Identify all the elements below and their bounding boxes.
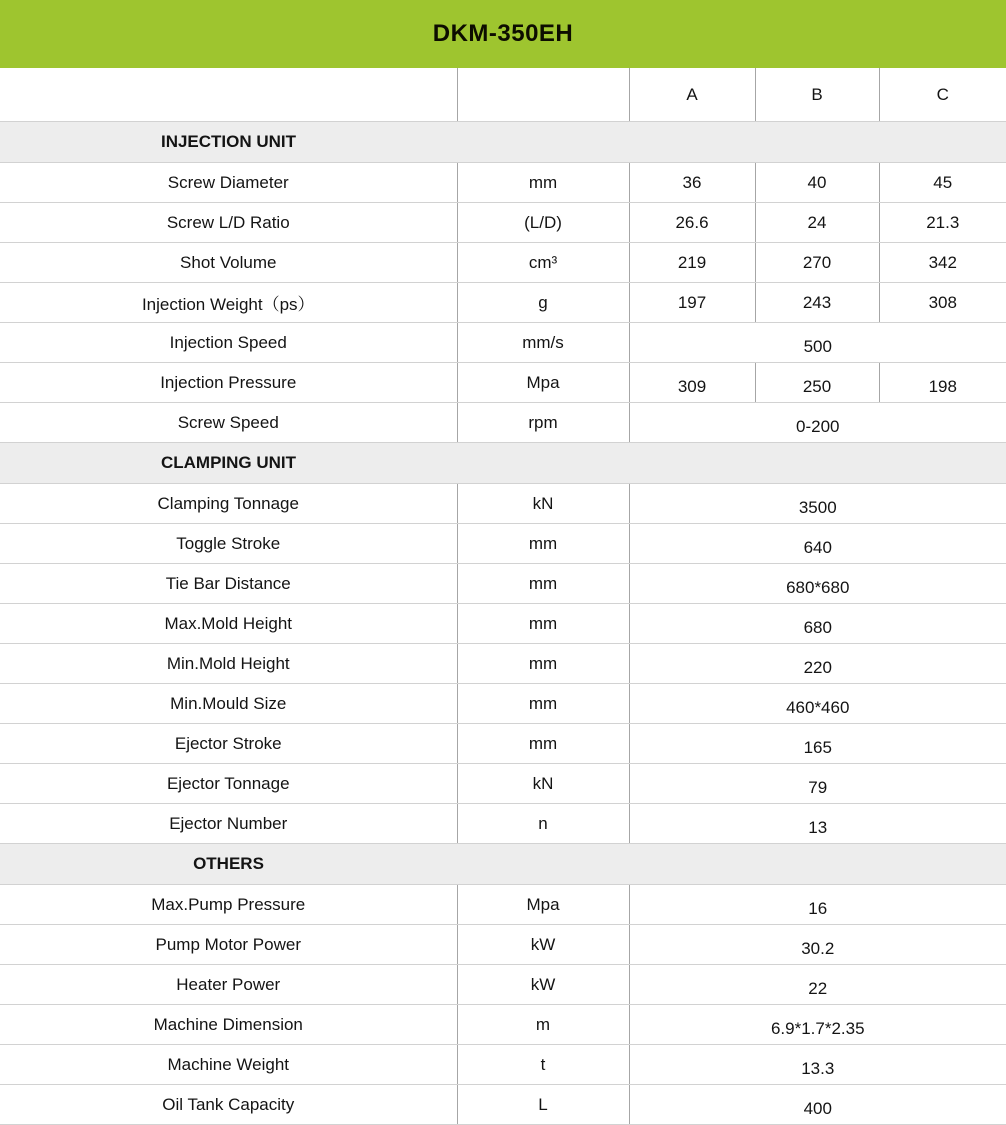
unit-column-header (457, 68, 629, 122)
spec-value-merged-text: 79 (808, 777, 828, 797)
spec-label-text: Min.Mold Height (166, 653, 290, 673)
spec-value-merged-text: 22 (808, 978, 828, 998)
spec-row (0, 484, 1006, 524)
spec-value-merged-text: 500 (803, 336, 832, 356)
spec-unit (457, 965, 629, 1005)
spec-row (0, 684, 1006, 724)
column-header-c: C (879, 68, 1006, 122)
spec-row (0, 764, 1006, 804)
spec-value-c (879, 283, 1006, 323)
spec-value-merged (629, 885, 1006, 925)
spec-label-text: Heater Power (176, 974, 281, 994)
spec-value-merged (629, 764, 1006, 804)
spec-value-merged (629, 644, 1006, 684)
spec-unit-text: g (538, 292, 548, 312)
spec-row (0, 203, 1006, 243)
spec-value-merged-text: 640 (803, 537, 832, 557)
spec-unit-text: mm (528, 693, 558, 713)
spec-value-merged (629, 323, 1006, 363)
spec-unit (457, 1045, 629, 1085)
spec-row (0, 1085, 1006, 1125)
spec-row (0, 243, 1006, 283)
spec-value-c-text: 21.3 (926, 212, 960, 232)
spec-table-body (0, 122, 1006, 1125)
section-title: CLAMPING UNIT (160, 453, 297, 472)
spec-label-text: Min.Mould Size (170, 693, 287, 713)
spec-label (0, 684, 457, 724)
spec-unit-text: mm (528, 653, 558, 673)
spec-row (0, 925, 1006, 965)
spec-unit (457, 684, 629, 724)
spec-row (0, 965, 1006, 1005)
spec-value-merged-text: 680 (803, 617, 832, 637)
spec-row (0, 564, 1006, 604)
spec-value-b-text: 40 (807, 172, 827, 192)
spec-unit (457, 363, 629, 403)
spec-value-a (629, 163, 755, 203)
spec-label-text: Clamping Tonnage (157, 493, 299, 513)
spec-value-merged (629, 524, 1006, 564)
spec-value-b-text: 24 (807, 212, 827, 232)
spec-row (0, 363, 1006, 403)
spec-unit-text: n (538, 813, 548, 833)
spec-unit (457, 764, 629, 804)
spec-value-a-text: 36 (682, 172, 702, 192)
spec-row (0, 604, 1006, 644)
section-header-row (0, 844, 1006, 885)
spec-value-b (755, 283, 879, 323)
spec-value-a-text: 197 (677, 292, 707, 312)
spec-value-b-text: 250 (802, 376, 832, 396)
spec-row (0, 885, 1006, 925)
spec-value-a (629, 243, 755, 283)
column-header-row (0, 68, 1006, 122)
spec-row (0, 804, 1006, 844)
spec-unit-text: Mpa (526, 894, 560, 914)
spec-unit (457, 644, 629, 684)
spec-value-b-text: 243 (802, 292, 832, 312)
spec-value-merged-text: 220 (803, 657, 832, 677)
spec-label (0, 403, 457, 443)
spec-value-merged-text: 460*460 (786, 697, 850, 717)
spec-unit (457, 283, 629, 323)
column-header-a: A (629, 68, 755, 122)
spec-label (0, 1005, 457, 1045)
section-header-cell (0, 122, 1006, 163)
spec-value-merged-text: 13 (808, 817, 828, 837)
spec-label (0, 885, 457, 925)
spec-value-b (755, 163, 879, 203)
spec-row (0, 724, 1006, 764)
spec-label-text: Ejector Tonnage (166, 773, 290, 793)
spec-value-merged-text: 30.2 (801, 938, 835, 958)
spec-value-c (879, 243, 1006, 283)
spec-unit-text: mm (528, 613, 558, 633)
spec-value-c-text: 308 (928, 292, 957, 312)
spec-unit-text: (L/D) (524, 212, 562, 232)
spec-value-merged (629, 684, 1006, 724)
spec-label (0, 1085, 457, 1125)
section-header-cell (0, 844, 1006, 885)
spec-unit (457, 925, 629, 965)
section-header-row (0, 443, 1006, 484)
spec-label-text: Oil Tank Capacity (162, 1094, 295, 1114)
spec-label (0, 604, 457, 644)
spec-unit-text: cm³ (528, 252, 558, 272)
spec-unit (457, 564, 629, 604)
spec-value-merged-text: 680*680 (786, 577, 850, 597)
spec-value-b (755, 243, 879, 283)
spec-label-text: Ejector Stroke (174, 733, 282, 753)
spec-value-merged (629, 724, 1006, 764)
spec-unit (457, 1005, 629, 1045)
spec-value-c-text: 198 (928, 376, 957, 396)
spec-label-text: Injection Weight（ps） (141, 295, 315, 314)
spec-value-a (629, 363, 755, 403)
spec-label-text: Shot Volume (180, 252, 277, 272)
spec-value-merged (629, 484, 1006, 524)
spec-value-merged-text: 16 (808, 898, 828, 918)
spec-value-a-text: 219 (677, 252, 707, 272)
spec-value-merged (629, 1005, 1006, 1045)
spec-value-a (629, 283, 755, 323)
spec-label (0, 564, 457, 604)
column-header-b: B (755, 68, 879, 122)
spec-label (0, 965, 457, 1005)
spec-label (0, 764, 457, 804)
spec-value-c (879, 203, 1006, 243)
spec-label (0, 484, 457, 524)
spec-value-b (755, 363, 879, 403)
spec-unit (457, 484, 629, 524)
spec-unit-text: kN (532, 493, 554, 513)
spec-unit (457, 403, 629, 443)
spec-label-text: Max.Mold Height (164, 613, 293, 633)
spec-unit-text: Mpa (526, 372, 560, 392)
spec-label-text: Screw L/D Ratio (166, 212, 290, 232)
spec-row (0, 323, 1006, 363)
spec-value-merged-text: 400 (803, 1098, 832, 1118)
spec-row (0, 1005, 1006, 1045)
spec-unit-text: mm (528, 172, 558, 192)
spec-value-merged-text: 3500 (798, 497, 837, 517)
spec-unit-text: m (535, 1014, 551, 1034)
spec-unit (457, 163, 629, 203)
spec-label-text: Machine Weight (167, 1054, 290, 1074)
spec-value-a-text: 309 (677, 376, 707, 396)
spec-row (0, 644, 1006, 684)
section-header-cell (0, 443, 1006, 484)
spec-value-c (879, 163, 1006, 203)
spec-value-merged (629, 1045, 1006, 1085)
spec-value-c-text: 342 (928, 252, 957, 272)
spec-unit (457, 604, 629, 644)
spec-value-merged (629, 604, 1006, 644)
model-banner (0, 0, 1006, 68)
spec-unit-text: kW (530, 974, 556, 994)
spec-unit-text: t (540, 1054, 546, 1074)
spec-value-merged (629, 965, 1006, 1005)
spec-label (0, 524, 457, 564)
spec-unit-text: mm (528, 733, 558, 753)
model-title: DKM-350EH (432, 20, 574, 47)
spec-value-c-text: 45 (933, 172, 953, 192)
spec-unit (457, 885, 629, 925)
spec-label (0, 925, 457, 965)
spec-label (0, 203, 457, 243)
spec-value-b (755, 203, 879, 243)
spec-label-text: Screw Diameter (167, 172, 289, 192)
spec-unit-text: mm (528, 573, 558, 593)
spec-row (0, 283, 1006, 323)
spec-unit (457, 524, 629, 564)
spec-value-merged (629, 403, 1006, 443)
spec-value-a (629, 203, 755, 243)
spec-label (0, 804, 457, 844)
spec-value-merged-text: 165 (803, 737, 832, 757)
spec-row (0, 1045, 1006, 1085)
spec-label (0, 363, 457, 403)
spec-row (0, 403, 1006, 443)
spec-value-a-text: 26.6 (675, 212, 709, 232)
section-title: INJECTION UNIT (160, 132, 297, 151)
spec-label (0, 1045, 457, 1085)
spec-label-text: Injection Speed (169, 332, 287, 352)
section-title: OTHERS (193, 854, 264, 873)
spec-label-text: Toggle Stroke (176, 533, 281, 553)
spec-label (0, 724, 457, 764)
spec-table (0, 68, 1006, 1125)
spec-value-merged-text: 6.9*1.7*2.35 (770, 1018, 865, 1038)
spec-label-text: Max.Pump Pressure (151, 894, 306, 914)
spec-row (0, 163, 1006, 203)
spec-unit (457, 1085, 629, 1125)
spec-label-text: Injection Pressure (160, 372, 297, 392)
spec-unit (457, 804, 629, 844)
spec-value-merged (629, 1085, 1006, 1125)
spec-value-c (879, 363, 1006, 403)
spec-unit-text: kW (530, 934, 556, 954)
spec-unit (457, 243, 629, 283)
spec-unit-text: kN (532, 773, 554, 793)
spec-label (0, 163, 457, 203)
spec-label-text: Machine Dimension (153, 1014, 303, 1034)
spec-unit (457, 724, 629, 764)
spec-unit-text: mm/s (522, 332, 564, 352)
spec-value-merged (629, 564, 1006, 604)
spec-label (0, 243, 457, 283)
spec-value-merged (629, 804, 1006, 844)
spec-row (0, 524, 1006, 564)
spec-label-text: Pump Motor Power (155, 934, 301, 954)
spec-value-merged-text: 0-200 (796, 416, 840, 436)
spec-value-merged-text: 13.3 (801, 1058, 835, 1078)
spec-unit-text: mm (528, 533, 558, 553)
spec-value-b-text: 270 (802, 252, 832, 272)
spec-label (0, 644, 457, 684)
spec-value-merged (629, 925, 1006, 965)
spec-unit (457, 203, 629, 243)
spec-unit-text: rpm (528, 412, 558, 432)
spec-label (0, 283, 457, 323)
spec-unit (457, 323, 629, 363)
spec-label-text: Ejector Number (169, 813, 288, 833)
spec-unit-text: L (538, 1094, 548, 1114)
label-column-header (0, 68, 457, 122)
spec-label-text: Screw Speed (177, 412, 279, 432)
spec-label (0, 323, 457, 363)
section-header-row (0, 122, 1006, 163)
spec-label-text: Tie Bar Distance (165, 573, 291, 593)
